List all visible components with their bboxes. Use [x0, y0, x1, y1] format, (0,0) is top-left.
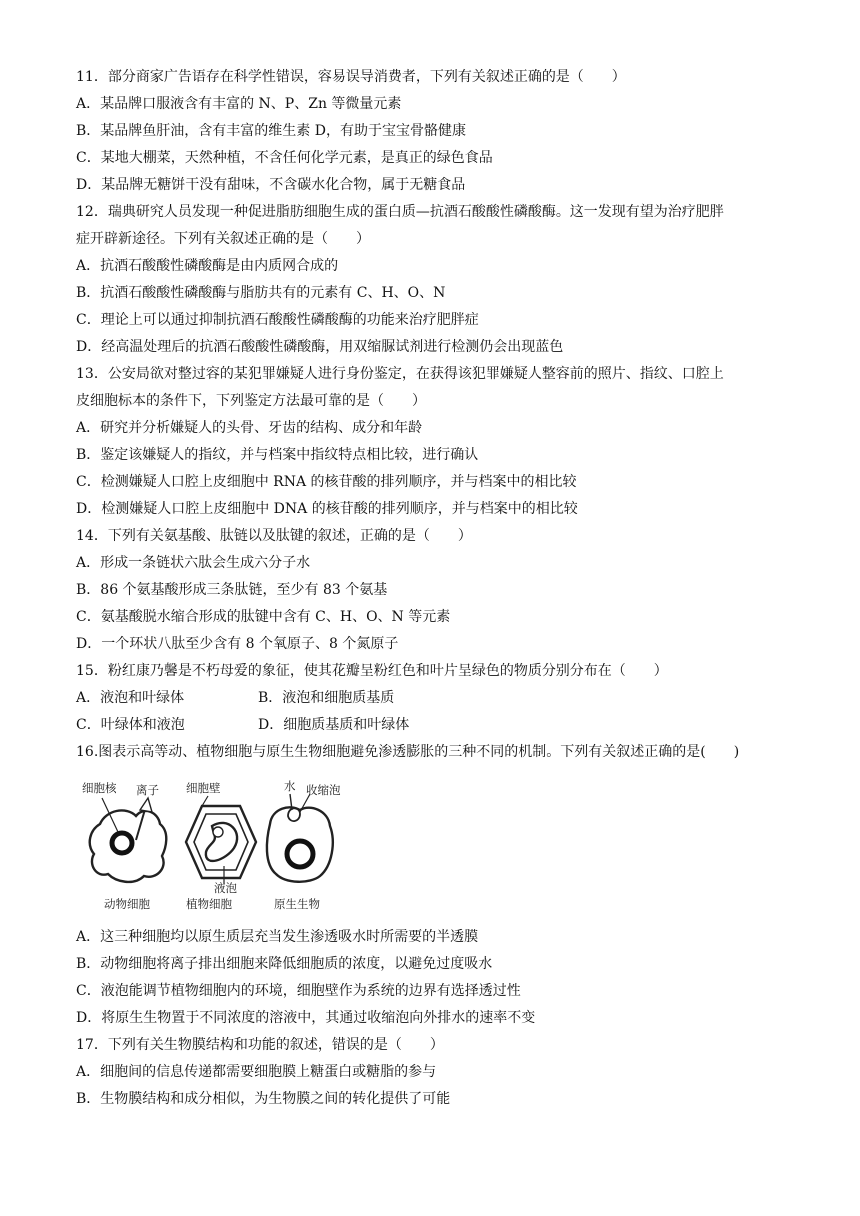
option-a: A．某品牌口服液含有丰富的 N、P、Zn 等微量元素: [76, 96, 402, 112]
option-d: D．某品牌无糖饼干没有甜味，不含碳水化合物，属于无糖食品: [76, 177, 466, 193]
option-a: A．形成一条链状六肽会生成六分子水: [76, 555, 311, 571]
label-water: 水: [284, 779, 296, 793]
option-c: C．某地大棚菜，天然种植，不含任何化学元素，是真正的绿色食品: [76, 150, 493, 166]
option-c: C．液泡能调节植物细胞内的环境，细胞壁作为系统的边界有选择透过性: [76, 983, 521, 999]
question-11: [76, 64, 796, 199]
question-15: [76, 658, 796, 739]
option-a: A．这三种细胞均以原生质层充当发生渗透吸水时所需要的半透膜: [76, 929, 479, 945]
option-b: B．抗酒石酸酸性磷酸酶与脂肪共有的元素有 C、H、O、N: [76, 285, 446, 301]
question-stem: 13．公安局欲对整过容的某犯罪嫌疑人进行身份鉴定，在获得该犯罪嫌疑人整容前的照片、指纹、口腔上: [76, 366, 724, 382]
question-stem: 16.图表示高等动、植物细胞与原生生物细胞避免渗透膨胀的三种不同的机制。下列有关叙述正确的是( ): [76, 744, 740, 760]
option-c: C．检测嫌疑人口腔上皮细胞中 RNA 的核苷酸的排列顺序，并与档案中的相比较: [76, 474, 577, 490]
option-b: B．86 个氨基酸形成三条肽链，至少有 83 个氨基: [76, 582, 388, 598]
nucleus-pointer: [102, 798, 118, 832]
option-d: D．将原生生物置于不同浓度的溶液中，其通过收缩泡向外排水的速率不变: [76, 1010, 536, 1026]
question-stem-cont: 症开辟新途径。下列有关叙述正确的是（ ）: [76, 231, 370, 247]
question-16: [76, 739, 796, 1032]
question-stem-cont: 皮细胞标本的条件下，下列鉴定方法最可靠的是（ ）: [76, 393, 426, 409]
label-ion: 离子: [136, 783, 159, 797]
plant-cell-nucleus: [213, 827, 223, 837]
label-protist: 原生生物: [274, 897, 320, 911]
animal-cell-membrane: [90, 810, 167, 881]
option-row: [76, 685, 796, 712]
question-stem: 17．下列有关生物膜结构和功能的叙述，错误的是（ ）: [76, 1037, 444, 1053]
option-b: B．液泡和细胞质基质: [258, 690, 395, 706]
option-a: A．液泡和叶绿体: [76, 690, 185, 706]
animal-cell-nucleus: [112, 833, 132, 853]
option-d: D．一个环状八肽至少含有 8 个氧原子、8 个氮原子: [76, 636, 399, 652]
question-17: [76, 1032, 796, 1113]
ion-arrowhead: [140, 798, 152, 812]
option-d: D．检测嫌疑人口腔上皮细胞中 DNA 的核苷酸的排列顺序，并与档案中的相比较: [76, 501, 578, 517]
option-c: C．叶绿体和液泡: [76, 717, 185, 733]
plant-cell-wall: [186, 806, 256, 878]
label-contractile-vacuole: 收缩泡: [306, 783, 341, 797]
option-b: B．生物膜结构和成分相似，为生物膜之间的转化提供了可能: [76, 1091, 451, 1107]
label-plant-cell: 植物细胞: [186, 897, 232, 911]
label-cell-wall: 细胞壁: [186, 781, 221, 795]
label-nucleus: 细胞核: [82, 781, 117, 795]
osmosis-figure: [78, 776, 343, 916]
question-stem: 15．粉红康乃馨是不朽母爱的象征，使其花瓣呈粉红色和叶片呈绿色的物质分别分布在（ ）: [76, 663, 668, 679]
option-b: B．某品牌鱼肝油，含有丰富的维生素 D，有助于宝宝骨骼健康: [76, 123, 466, 139]
exam-page: [76, 64, 796, 1113]
question-stem: 11．部分商家广告语存在科学性错误，容易误导消费者，下列有关叙述正确的是（ ）: [76, 69, 626, 85]
option-row: [76, 712, 796, 739]
question-13: [76, 361, 796, 523]
option-b: B．动物细胞将离子排出细胞来降低细胞质的浓度，以避免过度吸水: [76, 956, 493, 972]
cell-diagram: [78, 776, 343, 916]
label-animal-cell: 动物细胞: [104, 897, 150, 911]
protist-nucleus: [287, 841, 313, 867]
option-a: A．抗酒石酸酸性磷酸酶是由内质网合成的: [76, 258, 339, 274]
label-vacuole: 液泡: [214, 881, 237, 895]
option-d: D．经高温处理后的抗酒石酸酸性磷酸酶，用双缩脲试剂进行检测仍会出现蓝色: [76, 339, 564, 355]
option-c: C．理论上可以通过抑制抗酒石酸酸性磷酸酶的功能来治疗肥胖症: [76, 312, 479, 328]
question-stem: 14．下列有关氨基酸、肽链以及肽键的叙述，正确的是（ ）: [76, 528, 472, 544]
option-c: C．氨基酸脱水缩合形成的肽键中含有 C、H、O、N 等元素: [76, 609, 451, 625]
question-12: [76, 199, 796, 361]
contractile-vacuole: [288, 808, 300, 821]
question-stem: 12．瑞典研究人员发现一种促进脂肪细胞生成的蛋白质—抗酒石酸酸性磷酸酶。这一发现有望为治疗肥胖: [76, 204, 724, 220]
option-a: A．细胞间的信息传递都需要细胞膜上糖蛋白或糖脂的参与: [76, 1064, 437, 1080]
option-d: D．细胞质基质和叶绿体: [258, 717, 410, 733]
question-14: [76, 523, 796, 658]
cell-wall-pointer: [202, 796, 208, 806]
option-a: A．研究并分析嫌疑人的头骨、牙齿的结构、成分和年龄: [76, 420, 423, 436]
option-b: B．鉴定该嫌疑人的指纹，并与档案中指纹特点相比较，进行确认: [76, 447, 479, 463]
